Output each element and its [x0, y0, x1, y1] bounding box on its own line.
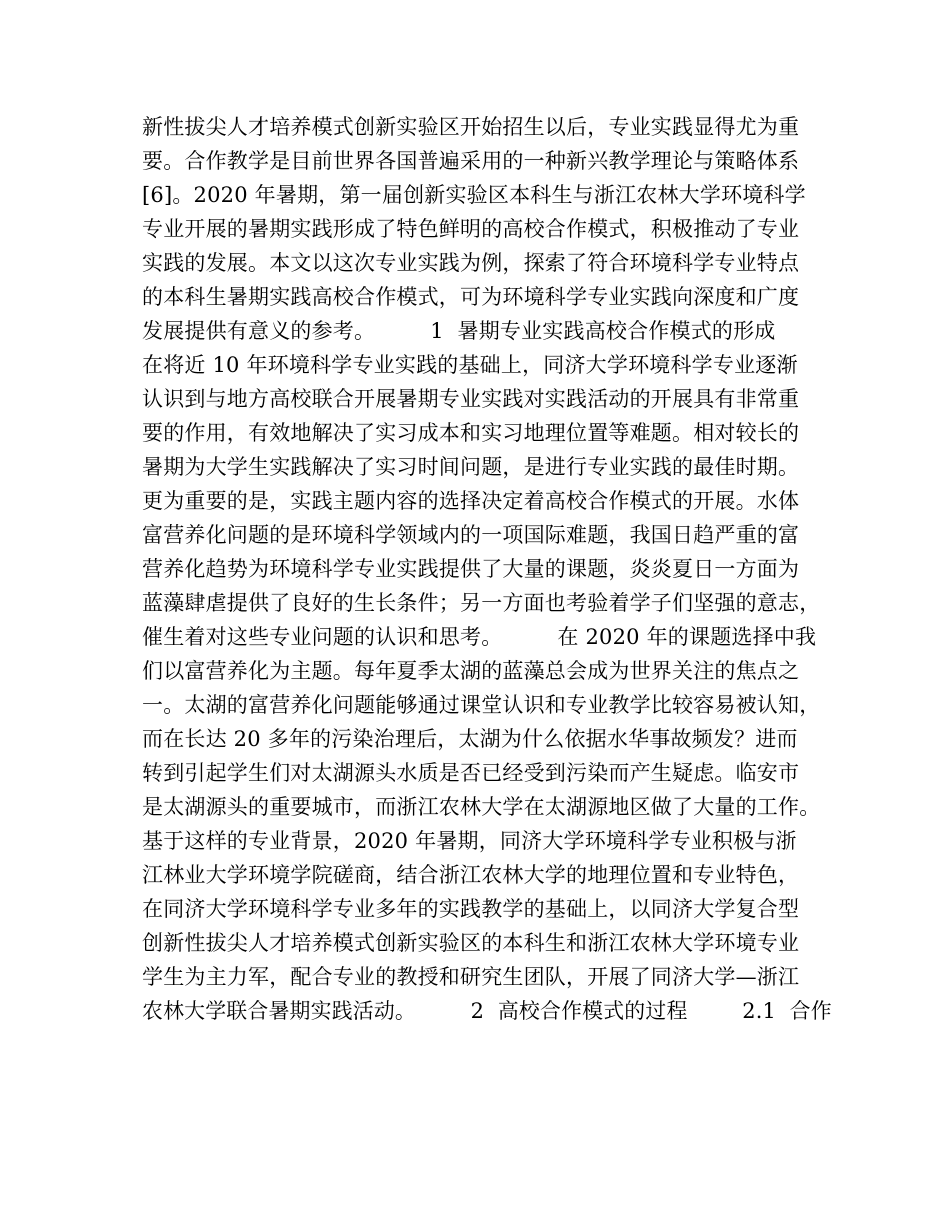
- text-line: 学生为主力军，配合专业的教授和研究生团队，开展了同济大学—浙江: [142, 965, 800, 989]
- text-line: 在将近 10 年环境科学专业实践的基础上，同济大学环境科学专业逐渐: [142, 353, 798, 377]
- text-line: 们以富营养化为主题。每年夏季太湖的蓝藻总会成为世界关注的焦点之: [142, 659, 800, 683]
- text-line: 富营养化问题的是环境科学领域内的一项国际难题，我国日趋严重的富: [142, 523, 800, 547]
- text-line: 新性拔尖人才培养模式创新实验区开始招生以后，专业实践显得尤为重: [142, 115, 800, 139]
- text-line: 蓝藻肆虐提供了良好的生长条件；另一方面也考验着学子们坚强的意志，: [142, 591, 821, 615]
- text-line: 要。合作教学是目前世界各国普遍采用的一种新兴教学理论与策略体系: [142, 149, 800, 173]
- text-line: 而在长达 20 多年的污染治理后，太湖为什么依据水华事故频发？进而: [142, 727, 798, 751]
- text-line: 农林大学联合暑期实践活动。 2 高校合作模式的过程 2.1 合作: [142, 999, 832, 1023]
- text-line: 实践的发展。本文以这次专业实践为例，探索了符合环境科学专业特点: [142, 251, 800, 275]
- text-line: 催生着对这些专业问题的认识和思考。 在 2020 年的课题选择中我: [142, 625, 817, 649]
- text-line: 更为重要的是，实践主题内容的选择决定着高校合作模式的开展。水体: [142, 489, 800, 513]
- text-line: 要的作用，有效地解决了实习成本和实习地理位置等难题。相对较长的: [142, 421, 800, 445]
- text-line: 暑期为大学生实践解决了实习时间问题，是进行专业实践的最佳时期。: [142, 455, 800, 479]
- text-line: 发展提供有意义的参考。 1 暑期专业实践高校合作模式的形成: [142, 319, 776, 343]
- text-line: 在同济大学环境科学专业多年的实践教学的基础上，以同济大学复合型: [142, 897, 800, 921]
- text-line: 创新性拔尖人才培养模式创新实验区的本科生和浙江农林大学环境专业: [142, 931, 800, 955]
- text-line: 认识到与地方高校联合开展暑期专业实践对实践活动的开展具有非常重: [142, 387, 800, 411]
- text-line: [6]。2020 年暑期，第一届创新实验区本科生与浙江农林大学环境科学: [142, 183, 806, 207]
- text-line: 营养化趋势为环境科学专业实践提供了大量的课题，炎炎夏日一方面为: [142, 557, 800, 581]
- text-line: 的本科生暑期实践高校合作模式，可为环境科学专业实践向深度和广度: [142, 285, 800, 309]
- text-line: 是太湖源头的重要城市，而浙江农林大学在太湖源地区做了大量的工作。: [142, 795, 821, 819]
- text-line: 江林业大学环境学院磋商，结合浙江农林大学的地理位置和专业特色，: [142, 863, 800, 887]
- text-line: 基于这样的专业背景，2020 年暑期，同济大学环境科学专业积极与浙: [142, 829, 797, 853]
- text-line: 专业开展的暑期实践形成了特色鲜明的高校合作模式，积极推动了专业: [142, 217, 800, 241]
- text-line: 一。太湖的富营养化问题能够通过课堂认识和专业教学比较容易被认知，: [142, 693, 821, 717]
- text-line: 转到引起学生们对太湖源头水质是否已经受到污染而产生疑虑。临安市: [142, 761, 800, 785]
